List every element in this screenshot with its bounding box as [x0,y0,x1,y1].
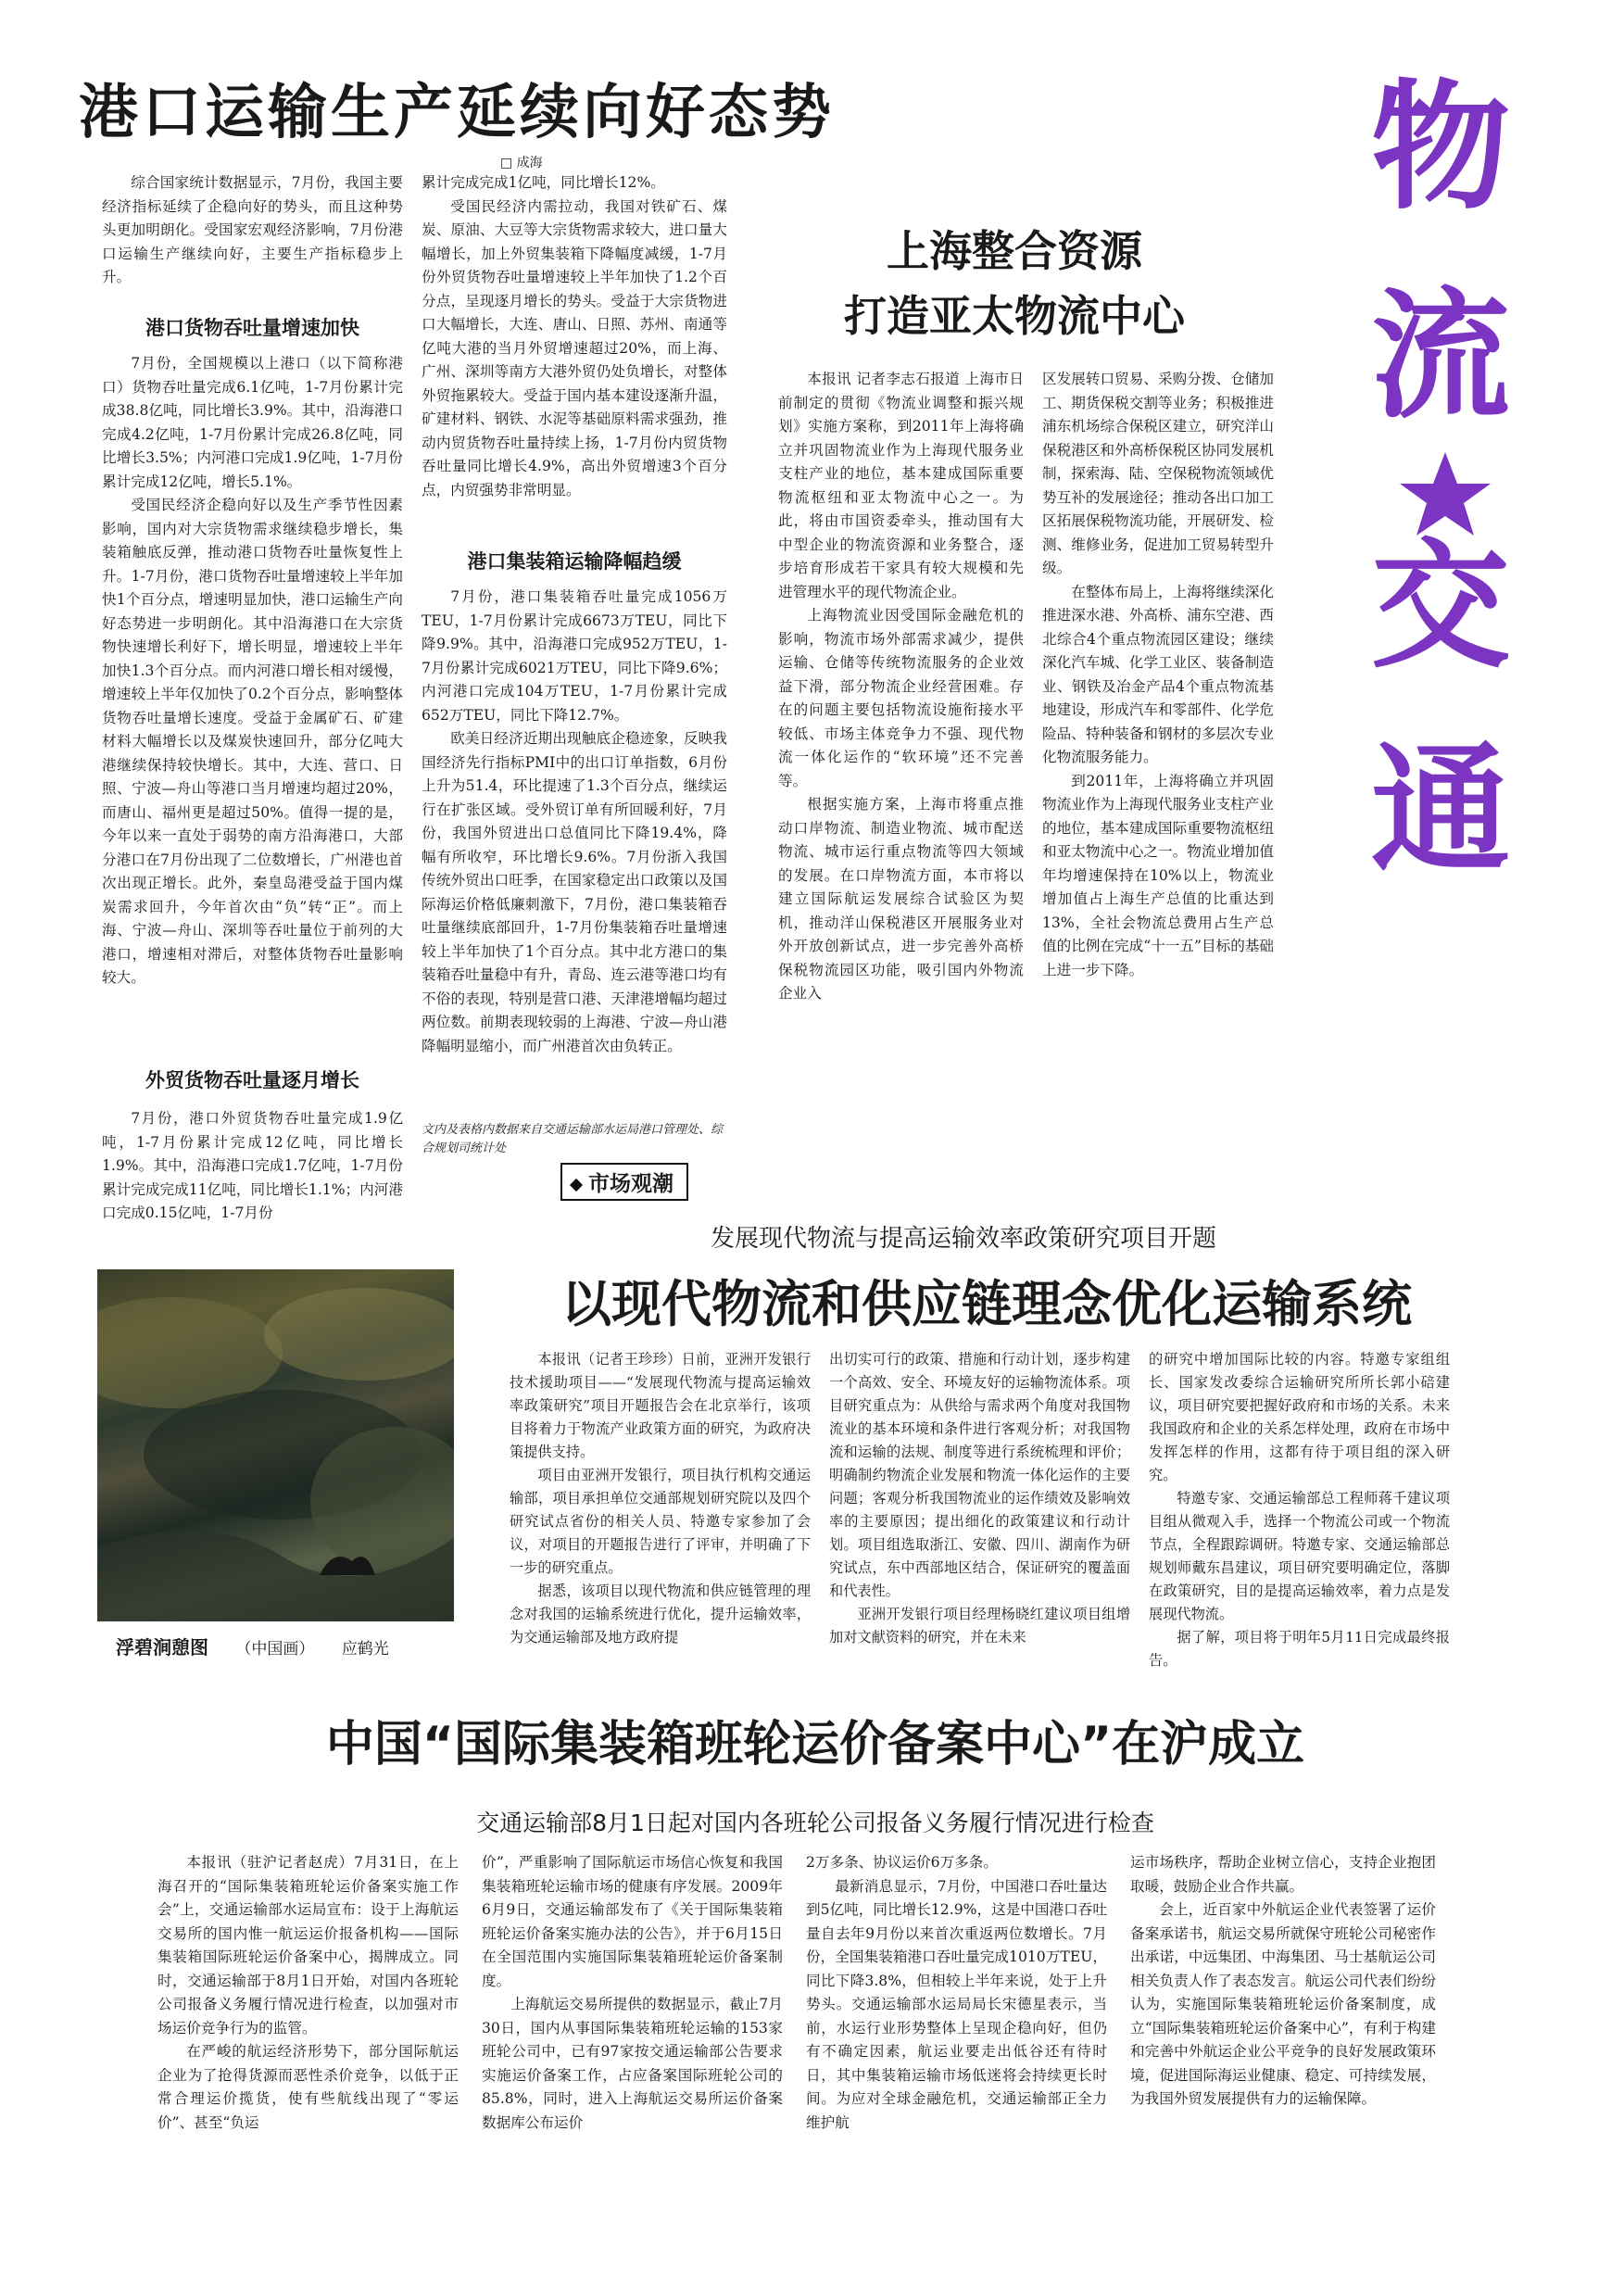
article3-col3 [1149,1348,1450,1672]
article1-col2 [422,171,727,502]
article1-col2-p0: 累计完成完成1亿吨，同比增长12%。 [422,174,665,191]
article2-title-line2: 打造亚太物流中心 [844,291,1185,341]
article4-col3 [806,1851,1107,2135]
article1-col2-p3: 欧美日经济近期出现触底企稳迹象，反映我国经济先行指标PMI中的出口订单指数，6月份上升为51.4，环比提速了1.3个百分点，继续运行在扩张区域。受外贸订单有所回暖利好，7月份，我国外贸进出口总值同比下降19.4%，降幅有所收窄，环比增长9.6%。7月份浙入我国传统外贸出口旺季，在国家稳定出口政策以及国际海运价格低廉刺激下，7月份，港口集装箱吞吐量继续底部回升，1-7月份集装箱吞吐量增速较上半年加快了1个百分点。其中北方港口的集装箱吞吐量稳中有升，青岛、连云港等港口均有不俗的表现，特别是营口港、天津港增幅均超过两位数。前期表现较弱的上海港、宁波—舟山港降幅明显缩小，而广州港首次由负转正。 [422,730,727,1054]
section-title-char-3: 交 [1370,526,1510,687]
article1-col1 [102,171,403,290]
article4-title: 中国“国际集装箱班轮运价备案中心”在沪成立 [325,1717,1305,1772]
article3-col1-p1: 本报讯（记者王珍珍）日前，亚洲开发银行技术援助项目——“发展现代物流与提高运输效率政策研究”项目开题报告会在北京举行，该项目将着力于物流产业政策方面的研究，为政府决策提供支持。 [510,1351,811,1460]
article1-col1-intro: 综合国家统计数据显示，7月份，我国主要经济指标延续了企稳向好的势头，而且这种势头更加明朗化。受国家宏观经济影响，7月份港口运输生产继续向好，主要生产指标稳步上升。 [102,174,403,285]
article3-kicker: 发展现代物流与提高运输效率政策研究项目开题 [710,1225,1216,1253]
article2-col1 [778,368,1024,1006]
diamond-icon [570,1178,583,1191]
article1-subhead-3: 港口集装箱运输降幅趋缓 [467,550,682,573]
article3-col2 [829,1348,1130,1649]
article2-col2-p3: 到2011年，上海将确立并巩固物流业作为上海现代服务业支柱产业的地位，基本建成国际重要物流枢纽和亚太物流中心之一。物流业增加值年均增速保持在10%以上，物流业增加值占上海生产总值的比重达到13%，全社会物流总费用占生产总值的比例在完成“十一五”目标的基础上进一步下降。 [1042,772,1274,978]
article2-col2 [1042,368,1274,982]
article3-col2-p1: 出切实可行的政策、措施和行动计划，逐步构建一个高效、安全、环境友好的运输物流体系。项目研究重点为：从供给与需求两个角度对我国物流业的基本环境和条件进行客观分析；对我国物流和运输的法规、制度等进行系统梳理和评价；明确制约物流企业发展和物流一体化运作的主要问题；客观分析我国物流业的运作绩效及影响效率的主要原因；提出细化的政策建议和行动计划。项目组选取浙江、安徽、四川、湖南作为研究试点，东中西部地区结合，保证研究的覆盖面和代表性。 [829,1351,1130,1599]
article3-col3-p2: 特邀专家、交通运输部总工程师蒋千建议项目组从微观入手，选择一个物流公司或一个物流节点，全程跟踪调研。特邀专家、交通运输部总规划师戴东昌建议，项目研究要明确定位，落脚在政策研究，目的是提高运输效率，着力点是发展现代物流。 [1149,1490,1450,1622]
article1-col2-p2: 7月份，港口集装箱吞吐量完成1056万TEU，1-7月份累计完成6673万TEU，同比下降9.9%。其中，沿海港口完成952万TEU，1-7月份累计完成6021万TEU，同比下降9.6%；内河港口完成104万TEU，1-7月份累计完成652万TEU，同比下降12.7%。 [422,588,727,724]
section-title-char-1: 物 [1370,68,1510,229]
article4-col2-p2: 上海航运交易所提供的数据显示，截止7月30日，国内从事国际集装箱班轮运输的153家班轮公司中，已有97家按交通运输部公告要求实施运价备案工作，占应备案国际班轮公司的85.8%，同时，进入上海航运交易所运价备案数据库公布运价 [482,1996,783,2131]
article4-col1-p2: 在严峻的航运经济形势下，部分国际航运企业为了抢得货源而恶性杀价竞争，以低于正常合理运价揽货，使有些航线出现了“零运价”、甚至“负运 [157,2043,459,2131]
article3-col3-p3: 据了解，项目将于明年5月11日完成最终报告。 [1149,1629,1450,1669]
article4-col3-p2: 最新消息显示，7月份，中国港口吞吐量达到5亿吨，同比增长12.9%，这是中国港口吞吐量自去年9月份以来首次重返两位数增长。7月份，全国集装箱港口吞吐量完成1010万TEU，同比下降3.8%，但相较上半年来说，处于上升势头。交通运输部水运局局长宋德星表示，当前，水运行业形势整体上呈现企稳向好，但仍有不确定因素，航运业要走出低谷还有待时日，其中集装箱运输市场低迷将会持续更长时间。为应对全球金融危机，交通运输部正全力维护航 [806,1877,1107,2131]
article1-source-note: 文内及表格内数据来自交通运输部水运局港口管理处、综合规划司统计处 [422,1123,724,1155]
article2-col2-p2: 在整体布局上，上海将继续深化推进深水港、外高桥、浦东空港、西北综合4个重点物流园区建设；继续深化汽车城、化学工业区、装备制造业、钢铁及冶金产品4个重点物流基地建设，形成汽车和零部件、化学危险品、特种装备和钢材的多层次专业化物流服务能力。 [1042,583,1274,765]
painting-artist: 应鹤光 [341,1640,389,1658]
article1-byline: □ 成海 [500,156,543,170]
article3-col1 [510,1348,811,1649]
section-title-char-2: 流 [1370,276,1510,437]
article1-col2-b [422,586,727,1058]
article2-title-line1: 上海整合资源 [887,226,1142,276]
article1-title: 港口运输生产延续向好态势 [79,79,835,147]
article1-subhead-2: 外贸货物吞吐量逐月增长 [145,1069,359,1091]
article1-col1-b [102,352,403,990]
article2-col1-p3: 根据实施方案，上海市将重点推动口岸物流、制造业物流、城市配送物流、城市运行重点物流等四大领域的发展。在口岸物流方面，本市将以建立国际航运发展综合试验区为契机，推动洋山保税港区开展服务业对外开放创新试点，进一步完善外高桥保税物流园区功能，吸引国内外物流企业入 [778,796,1024,1002]
article1-subhead-1: 港口货物吞吐量增速加快 [145,317,359,339]
article3-col3-p1: 的研究中增加国际比较的内容。特邀专家组组长、国家发改委综合运输研究所所长郭小碚建议，项目研究要把握好政府和市场的关系。未来我国政府和企业的关系怎样处理，政府在市场中发挥怎样的作用，这都有待于项目组的深入研究。 [1149,1351,1450,1483]
painting-title: 浮碧涧憩图 [116,1636,208,1658]
article4-col2-p1: 价”，严重影响了国际航运市场信心恢复和我国集装箱班轮运输市场的健康有序发展。2009年6月9日，交通运输部发布了《关于国际集装箱班轮运价备案实施办法的公告》，并于6月15日在全国范围内实施国际集装箱班轮运价备案制度。 [482,1854,783,1989]
painting-medium: （中国画） [235,1640,315,1658]
article4-col1-p1: 本报讯（驻沪记者赵虎）7月31日，在上海召开的“国际集装箱班轮运价备案实施工作会”上，交通运输部水运局宣布：设于上海航运交易所的国内惟一航运运价报备机构——国际集装箱国际班轮运价备案中心，揭牌成立。同时，交通运输部于8月1日开始，对国内各班轮公司报备义务履行情况进行检查，以加强对市场运价竞争行为的监管。 [157,1854,459,2037]
article1-col1-p1: 7月份，全国规模以上港口（以下简称港口）货物吞吐量完成6.1亿吨，1-7月份累计完成38.8亿吨，同比增长3.9%。其中，沿海港口完成4.2亿吨，1-7月份累计完成26.8亿吨，同比增长3.5%；内河港口完成1.9亿吨，1-7月份累计完成12亿吨，增长5.1%。 [102,355,403,490]
article4-col4-p1: 运市场秩序，帮助企业树立信心，支持企业抱团取暖，鼓励企业合作共赢。 [1130,1854,1436,1895]
article1-col1-p3: 7月份，港口外贸货物吞吐量完成1.9亿吨，1-7月份累计完成12亿吨，同比增长1.9%。其中，沿海港口完成1.7亿吨，1-7月份累计完成完成11亿吨，同比增长1.1%；内河港口完成0.15亿吨，1-7月份 [102,1110,403,1221]
article1-col1-d [102,1107,403,1226]
article4-col1 [157,1851,459,2135]
article1-col2-p1: 受国民经济内需拉动，我国对铁矿石、煤炭、原油、大豆等大宗货物需求较大，进口量大幅增长，加上外贸集装箱下降幅度减缓，1-7月份外贸货物吞吐量增速较上半年加快了1.2个百分点，呈现逐月增长的势头。受益于大宗货物进口大幅增长，大连、唐山、日照、苏州、南通等亿吨大港的当月外贸增速超过20%，而上海、广州、深圳等南方大港外贸仍处负增长，对整体外贸拖累较大。受益于国内基本建设逐渐升温，矿建材料、钢铁、水泥等基础原料需求强劲，推动内贸货物吞吐量持续上扬，1-7月份内贸货物吞吐量同比增长4.9%，高出外贸增速3个百分点，内贸强势非常明显。 [422,197,727,498]
article2-col1-p2: 上海物流业因受国际金融危机的影响，物流市场外部需求减少，提供运输、仓储等传统物流服务的企业效益下滑，部分物流企业经营困难。存在的问题主要包括物流设施衔接水平较低、市场主体竞争力不强、现代物流一体化运作的“软环境”还不完善等。 [778,607,1024,789]
article3-col2-p2: 亚洲开发银行项目经理杨晓红建议项目组增加对文献资料的研究，并在未来 [829,1606,1130,1646]
article3-title: 以现代物流和供应链理念优化运输系统 [561,1275,1412,1333]
article2-col1-p1: 本报讯 记者李志石报道 上海市日前制定的贯彻《物流业调整和振兴规划》实施方案称，到2011年上海将确立并巩固物流业作为上海现代服务业支柱产业的地位，基本建成国际重要物流枢纽和亚太物流中心之一。为此，将由市国资委牵头，推动国有大中型企业的物流资源和业务整合，逐步培育形成若干家具有较大规模和先进管理水平的现代物流企业。 [778,371,1024,600]
article4-subtitle: 交通运输部8月1日起对国内各班轮公司报备义务履行情况进行检查 [476,1810,1154,1836]
article3-col1-p2: 项目由亚洲开发银行，项目执行机构交通运输部，项目承担单位交通部规划研究院以及四个研究试点省份的相关人员、特邀专家参加了会议，对项目的开题报告进行了评审，并明确了下一步的研究重点。 [510,1467,811,1576]
article4-col3-p1: 2万多条、协议运价6万多条。 [806,1854,998,1871]
painting-caption [116,1633,449,1659]
article4-col4 [1130,1851,1436,2112]
section-title-char-4: 通 [1370,730,1510,891]
painting-image [97,1269,454,1621]
article2-col2-p1: 区发展转口贸易、采购分拨、仓储加工、期货保税交割等业务；积极推进浦东机场综合保税区建立，研究洋山保税港区和外高桥保税区协同发展机制，探索海、陆、空保税物流领域优势互补的发展途径；推动各出口加工区拓展保税物流功能，开展研发、检测、维修业务，促进加工贸易转型升级。 [1042,371,1274,576]
article4-col2 [482,1851,783,2135]
article3-col1-p3: 据悉，该项目以现代物流和供应链管理的理念对我国的运输系统进行优化，提升运输效率，为交通运输部及地方政府提 [510,1583,811,1646]
market-tag [560,1163,688,1201]
market-tag-label: 市场观潮 [588,1172,674,1196]
article4-col4-p2: 会上，近百家中外航运企业代表签署了运价备案承诺书，航运交易所就保守班轮公司秘密作出承诺，中远集团、中海集团、马士基航运公司相关负责人作了表态发言。航运公司代表们纷纷认为，实施国际集装箱班轮运价备案制度，成立“国际集装箱班轮运价备案中心”，有利于构建和完善中外航运企业公平竞争的良好发展政策环境，促进国际海运业健康、稳定、可持续发展，为我国外贸发展提供有力的运输保障。 [1130,1901,1436,2107]
article1-col1-p2: 受国民经济企稳向好以及生产季节性因素影响，国内对大宗货物需求继续稳步增长，集装箱触底反弹，推动港口货物吞吐量恢复性上升。1-7月份，港口货物吞吐量增速较上半年加快1个百分点，增速明显加快，港口运输生产向好态势进一步明朗化。其中沿海港口在大宗货物快速增长利好下，增长明显，增速较上半年加快1.3个百分点。而内河港口增长相对缓慢，增速较上半年仅加快了0.2个百分点，影响整体货物吞吐量增长速度。受益于金属矿石、矿建材料大幅增长以及煤炭快速回升，部分亿吨大港继续保持较快增长。其中，大连、营口、日照、宁波—舟山等港口当月增速均超过20%，而唐山、福州更是超过50%。值得一提的是，今年以来一直处于弱势的南方沿海港口，大部分港口在7月份出现了二位数增长，广州港也首次出现正增长。此外，秦皇岛港受益于国内煤炭需求回升，今年首次由“负”转“正”。而上海、宁波—舟山、深圳等吞吐量位于前列的大港口，增速相对滞后，对整体货物吞吐量影响较大。 [102,497,403,986]
